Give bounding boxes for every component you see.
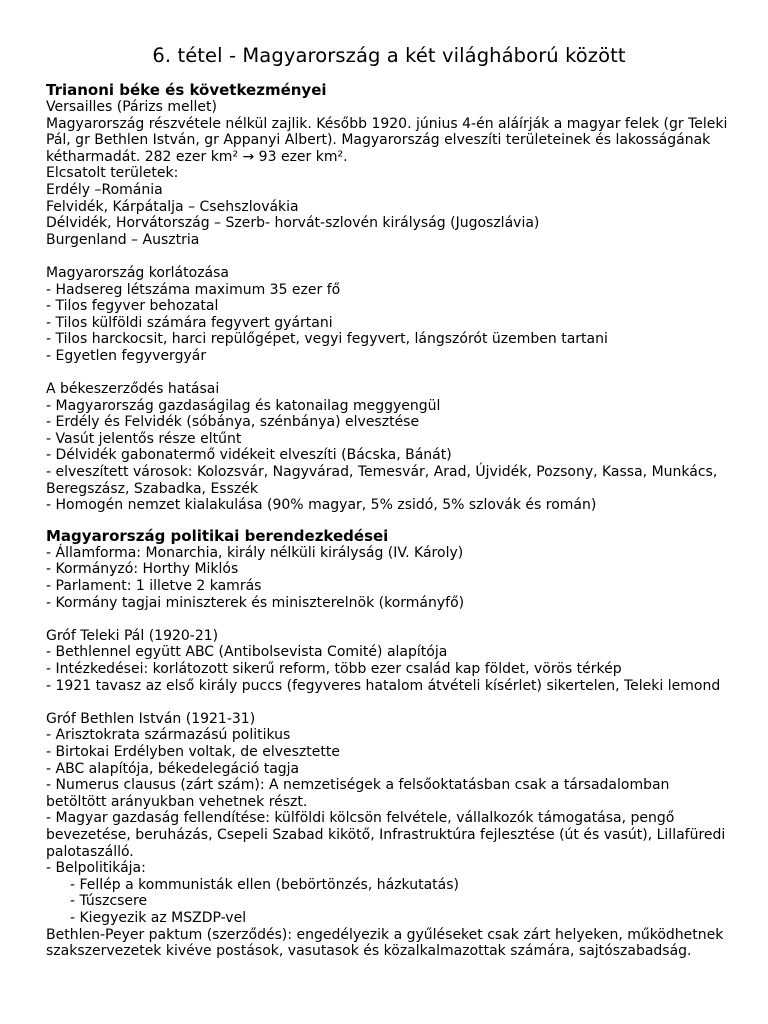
paragraph-gap <box>46 611 732 628</box>
text-line: Felvidék, Kárpátalja – Csehszlovákia <box>46 198 299 215</box>
text-line: - Bethlennel együtt ABC (Antibolsevista Comité) alapítója <box>46 644 448 661</box>
paragraph-gap <box>46 365 732 382</box>
section-heading: Trianoni béke és következményei <box>46 81 327 99</box>
text-line: - ABC alapítója, békedelegáció tagja <box>46 760 300 777</box>
text-line: - Magyar gazdaság fellendítése: külföldi kölcsön felvétele, vállalkozók támogatása, pengő bevezetése, beruházás, Csepeli Szabad kikötő, Infrastruktúra fejlesztése (út és vasút), Lillafüredi palotaszálló. <box>46 810 730 860</box>
text-line: Délvidék, Horvátország – Szerb- horvát-szlovén királyság (Jugoszlávia) <box>46 215 540 232</box>
text-line: - Numerus clausus (zárt szám): A nemzetiségek a felsőoktatásban csak a társadalomban betöltött arányukban vehetnek részt. <box>46 777 674 810</box>
text-line: - Vasút jelentős része eltűnt <box>46 430 242 447</box>
text-line: - Hadsereg létszáma maximum 35 ezer fő <box>46 281 341 298</box>
text-line: Elcsatolt területek: <box>46 165 179 182</box>
text-line: - Egyetlen fegyvergyár <box>46 347 207 364</box>
text-line: Burgenland – Ausztria <box>46 231 200 248</box>
text-line: - Kormány tagjai miniszterek és miniszterelnök (kormányfő) <box>46 594 465 611</box>
text-line: - Tilos fegyver behozatal <box>46 298 219 315</box>
text-line: Erdély –Románia <box>46 181 163 198</box>
text-line: Magyarország korlátozása <box>46 264 229 281</box>
sub-list-item: - Kiegyezik az MSZDP-vel <box>70 909 247 926</box>
text-line: Versailles (Párizs mellet) <box>46 99 217 115</box>
text-line: - Magyarország gazdaságilag és katonailag meggyengül <box>46 397 441 414</box>
text-line: - 1921 tavasz az első király puccs (fegyveres hatalom átvételi kísérlet) sikertelen, Teleki lemond <box>46 677 721 694</box>
text-line: A békeszerződés hatásai <box>46 381 220 398</box>
text-line: - Tilos külföldi számára fegyvert gyártani <box>46 314 333 331</box>
text-line: - Arisztokrata származású politikus <box>46 727 291 744</box>
text-line: Magyarország részvétele nélkül zajlik. Később 1920. június 4-én aláírják a magyar felek (gr Teleki Pál, gr Bethlen István, gr Appanyi Albert). Magyarország elveszíti területeinek és lakosságának kétharmadát. 282 ezer km² → 93 ezer km². <box>46 115 732 165</box>
text-line: - Délvidék gabonatermő vidékeit elveszíti (Bácska, Bánát) <box>46 447 452 464</box>
text-line: - Parlament: 1 illetve 2 kamrás <box>46 578 262 595</box>
text-line: Gróf Teleki Pál (1920-21) <box>46 627 219 644</box>
text-line: Bethlen-Peyer paktum (szerződés): engedélyezik a gyűléseket csak zárt helyeken, működhetnek szakszervezetek kivéve postások, vasutasok és közalkalmazottak számára, sajtószabadság. <box>46 926 728 960</box>
paragraph-gap <box>46 694 732 711</box>
text-line: - Erdély és Felvidék (sóbánya, szénbánya) elvesztése <box>46 414 420 431</box>
paragraph-gap <box>46 514 732 528</box>
paragraph-gap <box>46 248 732 265</box>
text-line: - Homogén nemzet kialakulása (90% magyar, 5% zsidó, 5% szlovák és román) <box>46 497 597 514</box>
section-heading: Magyarország politikai berendezkedései <box>46 526 389 545</box>
text-line: - Államforma: Monarchia, király nélküli királyság (IV. Károly) <box>46 544 464 561</box>
text-line: - Tilos harckocsit, harci repülőgépet, vegyi fegyvert, lángszórót üzemben tartani <box>46 331 608 348</box>
sub-list-item: - Fellép a kommunisták ellen (bebörtönzés, házkutatás) <box>70 876 459 893</box>
text-line: - Birtokai Erdélyben voltak, de elvesztette <box>46 743 340 760</box>
text-line: - Kormányzó: Horthy Miklós <box>46 561 239 578</box>
text-line: Gróf Bethlen István (1921-31) <box>46 710 256 727</box>
text-line: - elveszített városok: Kolozsvár, Nagyvárad, Temesvár, Arad, Újvidék, Pozsony, Kassa, Munkács, Beregszász, Szabadka, Esszék <box>46 464 722 497</box>
text-line: - Intézkedései: korlátozott sikerű reform, több ezer család kap földet, vörös térkép <box>46 661 622 677</box>
document-title: 6. tétel - Magyarország a két világháború között <box>152 44 626 67</box>
document-body <box>46 82 732 960</box>
text-line: - Belpolitikája: <box>46 860 146 877</box>
sub-list-item: - Túszcsere <box>70 893 148 910</box>
